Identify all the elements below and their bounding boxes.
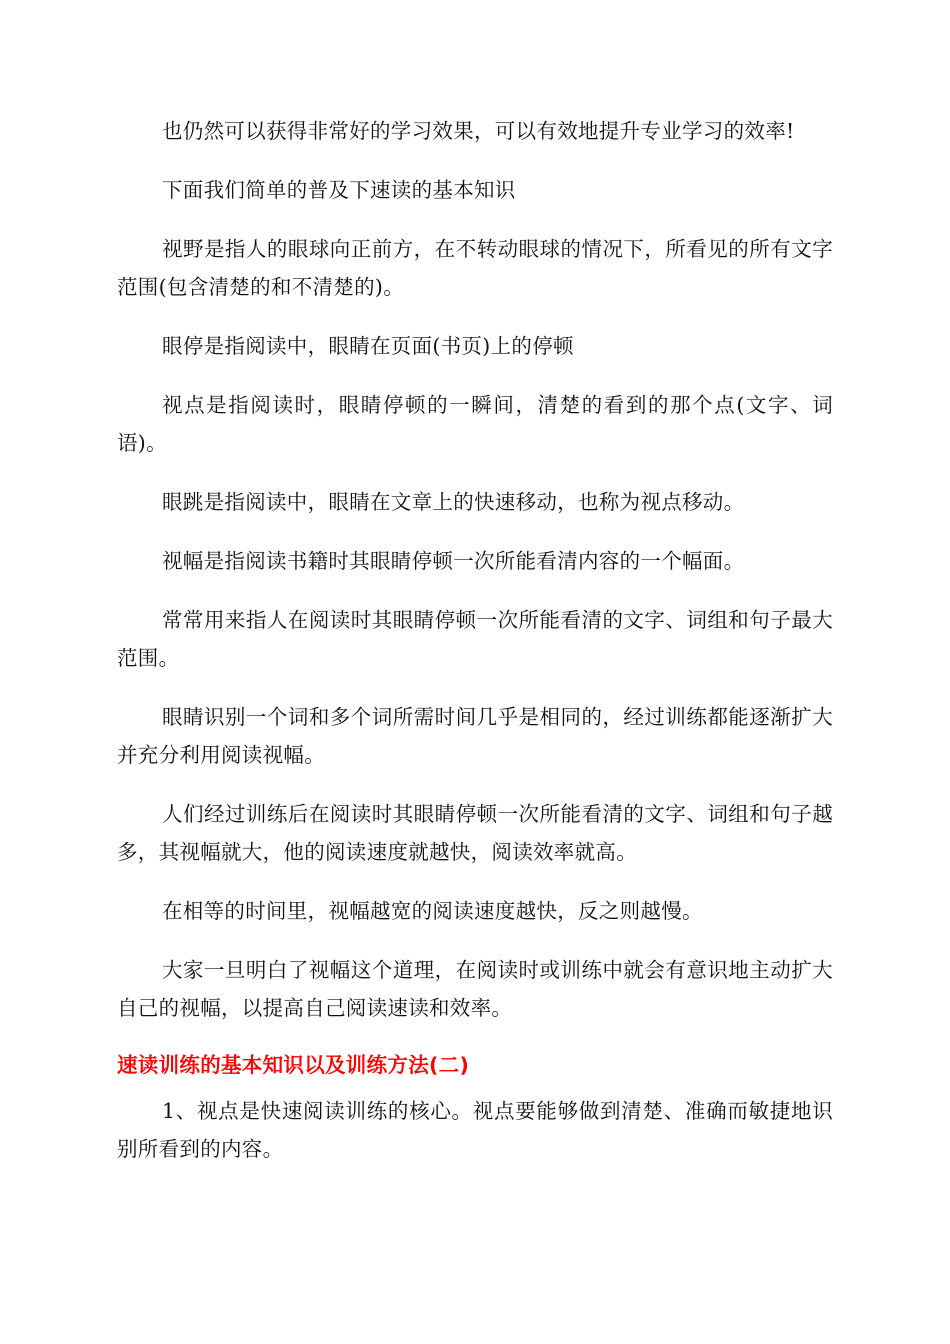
document-body bbox=[117, 112, 833, 1189]
paragraph: 眼睛识别一个词和多个词所需时间几乎是相同的，经过训练都能逐渐扩大并充分利用阅读视幅。 bbox=[117, 705, 833, 767]
paragraph: 视野是指人的眼球向正前方，在不转动眼球的情况下，所看见的所有文字范围(包含清楚的和不清楚的)。 bbox=[117, 237, 833, 299]
paragraph: 1、视点是快速阅读训练的核心。视点要能够做到清楚、准确而敏捷地识别所看到的内容。 bbox=[117, 1099, 833, 1161]
paragraph: 视幅是指阅读书籍时其眼睛停顿一次所能看清内容的一个幅面。 bbox=[162, 549, 745, 573]
paragraph: 在相等的时间里，视幅越宽的阅读速度越快，反之则越慢。 bbox=[162, 899, 703, 923]
paragraph: 眼跳是指阅读中，眼睛在文章上的快速移动，也称为视点移动。 bbox=[162, 490, 745, 514]
paragraph: 下面我们简单的普及下速读的基本知识 bbox=[162, 178, 516, 202]
paragraph: 视点是指阅读时，眼睛停顿的一瞬间，清楚的看到的那个点(文字、词语)。 bbox=[117, 393, 833, 455]
paragraph: 常常用来指人在阅读时其眼睛停顿一次所能看清的文字、词组和句子最大范围。 bbox=[117, 608, 833, 670]
paragraph: 人们经过训练后在阅读时其眼睛停顿一次所能看清的文字、词组和句子越多，其视幅就大，他的阅读速度就越快，阅读效率就高。 bbox=[117, 802, 833, 864]
paragraph: 大家一旦明白了视幅这个道理，在阅读时或训练中就会有意识地主动扩大自己的视幅，以提高自己阅读速读和效率。 bbox=[117, 958, 833, 1020]
section-heading: 速读训练的基本知识以及训练方法(二) bbox=[117, 1053, 470, 1077]
paragraph: 也仍然可以获得非常好的学习效果，可以有效地提升专业学习的效率! bbox=[162, 119, 795, 143]
paragraph: 眼停是指阅读中，眼睛在页面(书页)上的停顿 bbox=[162, 334, 574, 358]
